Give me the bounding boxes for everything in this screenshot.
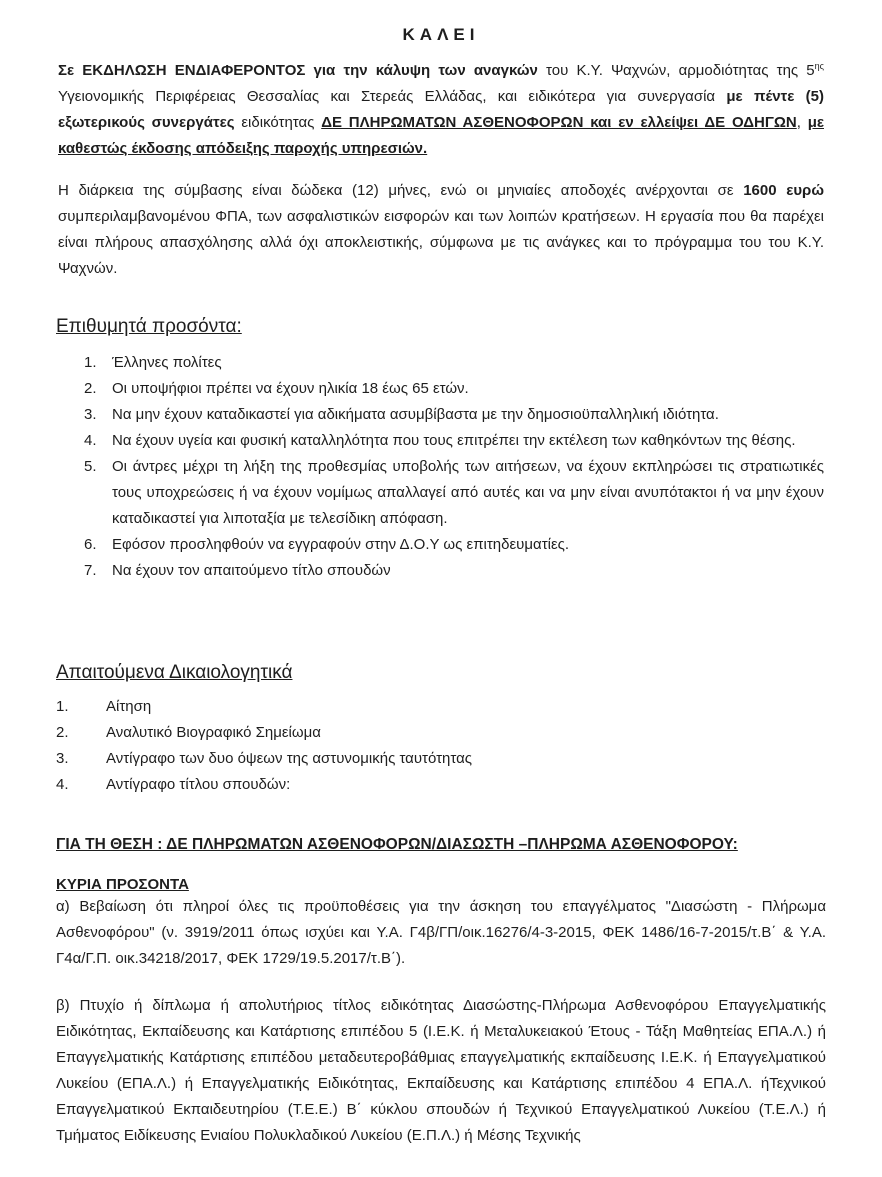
qualifications-list: [84, 350, 824, 584]
intro-purpose: για την κάλυψη των αναγκών: [305, 62, 538, 79]
intro-superscript: ης: [814, 61, 824, 71]
list-item: 3. Να μην έχουν καταδικαστεί για αδικήματα ασυμβίβαστα με την δημοσιοϋπαλληλική ιδιότητα.: [84, 406, 719, 423]
qualification-b-paragraph: β) Πτυχίο ή δίπλωμα ή απολυτήριος τίτλος ειδικότητας Διασώστης-Πλήρωμα Ασθενοφόρου Επαγγελματικής Ειδικότητας, Εκπαίδευσης και Κατάρτισης επιπέδου 5 (Ι.Ε.Κ. ή Μεταλυκειακού Έτους - Τάξη Μαθητείας ΕΠΑ.Λ.) ή Επαγγελματικής Κατάρτισης επιπέδου μεταδευτεροβάθμιας επαγγελματικής εκπαίδευσης Ι.Ε.Κ. ή Επαγγελματικού Λυκείου (ΕΠΑ.Λ.) ή Επαγγελματικής Ειδικότητας, Εκπαίδευσης και Κατάρτισης επιπέδου 4 ΕΠΑ.Λ. ήΤεχνικού Επαγγελματικού Εκπαιδευτηρίου (Τ.Ε.Ε.) Β΄ κύκλου σπουδών ή Τεχνικού Επαγγελματικού Λυκείου (Τ.Ε.Λ.) ή Τμήματος Ειδίκευσης Ενιαίου Πολυκλαδικού Λυκείου (Ε.Π.Λ.) ή Μέσης Τεχνικής: [56, 997, 826, 1144]
list-item: 6. Εφόσον προσληφθούν να εγγραφούν στην Δ.Ο.Υ ως επιτηδευματίες.: [84, 536, 570, 553]
qualification-a-paragraph: α) Βεβαίωση ότι πληροί όλες τις προϋποθέσεις για την άσκηση του επαγγέλματος "Διασώστη - Πλήρωμα Ασθενοφόρου" (ν. 3919/2011 όπως ισχύει και Υ.Α. Γ4β/ΓΠ/οικ.16276/4-3-2015, ΦΕΚ 1486/16-7-2015/τ.Β΄ & Υ.Α. Γ4α/Γ.Π. οικ.34218/2017, ΦΕΚ 1729/19.5.2017/τ.Β΄).: [56, 898, 826, 967]
contract-details: συμπεριλαμβανομένου ΦΠΑ, των ασφαλιστικών εισφορών και των λοιπών κρατήσεων. Η εργασία που θα παρέχει είναι πλήρους απασχόλησης αλλά όχι αποκλειστικής, σύμφωνα με τις ανάγκες και το πρόγραμμα του του Κ.Υ. Ψαχνών.: [58, 208, 824, 277]
list-item: 7. Να έχουν τον απαιτούμενο τίτλο σπουδών: [84, 562, 391, 579]
intro-comma: ,: [796, 114, 808, 131]
list-item: 2. Αναλυτικό Βιογραφικό Σημείωμα: [56, 724, 321, 741]
intro-region: Υγειονομικής Περιφέρειας Θεσσαλίας και Στερεάς Ελλάδας, και ειδικότερα για συνεργασία: [58, 88, 727, 105]
list-item: 1. Αίτηση: [56, 698, 152, 715]
position-title: ΓΙΑ ΤΗ ΘΕΣΗ : ΔΕ ΠΛΗΡΩΜΑΤΩΝ ΑΣΘΕΝΟΦΟΡΩΝ/ΔΙΑΣΩΣΤΗ –ΠΛΗΡΩΜΑ ΑΣΘΕΝΟΦΟΡΟΥ:: [56, 836, 738, 853]
documents-heading: Απαιτούμενα Δικαιολογητικά: [56, 662, 293, 683]
contract-salary: 1600 ευρώ: [743, 182, 825, 199]
list-item: 4. Να έχουν υγεία και φυσική καταλληλότητα που τους επιτρέπει την εκτέλεση των καθηκόντων της θέσης.: [84, 432, 796, 449]
list-item: 4. Αντίγραφο τίτλου σπουδών:: [56, 776, 291, 793]
documents-list: [56, 694, 656, 798]
intro-status: με καθεστώς έκδοσης απόδειξης παροχής υπηρεσιών.: [58, 114, 824, 157]
intro-count: με πέντε (5) εξωτερικούς συνεργάτες: [58, 88, 824, 131]
intro-paragraph: [58, 58, 824, 162]
intro-lead: Σε ΕΚΔΗΛΩΣΗ ΕΝΔΙΑΦΕΡΟΝΤΟΣ: [58, 62, 306, 79]
intro-specialty-label: ειδικότητας: [234, 114, 322, 131]
intro-authority: του Κ.Υ. Ψαχνών, αρμοδιότητας της 5: [537, 62, 815, 79]
main-qualifications-heading: ΚΥΡΙΑ ΠΡΟΣΟΝΤΑ: [56, 876, 189, 893]
document-title: ΚΑΛΕΙ: [402, 25, 480, 44]
contract-paragraph: [58, 178, 824, 282]
intro-specialty: ΔΕ ΠΛΗΡΩΜΑΤΩΝ ΑΣΘΕΝΟΦΟΡΩΝ και εν ελλείψει ΔΕ ΟΔΗΓΩΝ: [321, 114, 797, 131]
list-item: 1. Έλληνες πολίτες: [84, 354, 222, 371]
list-item: 3. Αντίγραφο των δυο όψεων της αστυνομικής ταυτότητας: [56, 750, 472, 767]
list-item: 5. Οι άντρες μέχρι τη λήξη της προθεσμίας υποβολής των αιτήσεων, να έχουν εκπληρώσει τις στρατιωτικές τους υποχρεώσεις ή να έχουν νομίμως απαλλαγεί από αυτές και να μην είναι ανυπότακτοι ή να μην έχουν καταδικαστεί για λιποταξία με τελεσίδικη απόφαση.: [84, 458, 824, 527]
contract-duration: Η διάρκεια της σύμβασης είναι δώδεκα (12) μήνες, ενώ οι μηνιαίες αποδοχές ανέρχονται σε: [58, 182, 744, 199]
list-item: 2. Οι υποψήφιοι πρέπει να έχουν ηλικία 18 έως 65 ετών.: [84, 380, 469, 397]
qualifications-heading: Επιθυμητά προσόντα:: [56, 316, 242, 337]
